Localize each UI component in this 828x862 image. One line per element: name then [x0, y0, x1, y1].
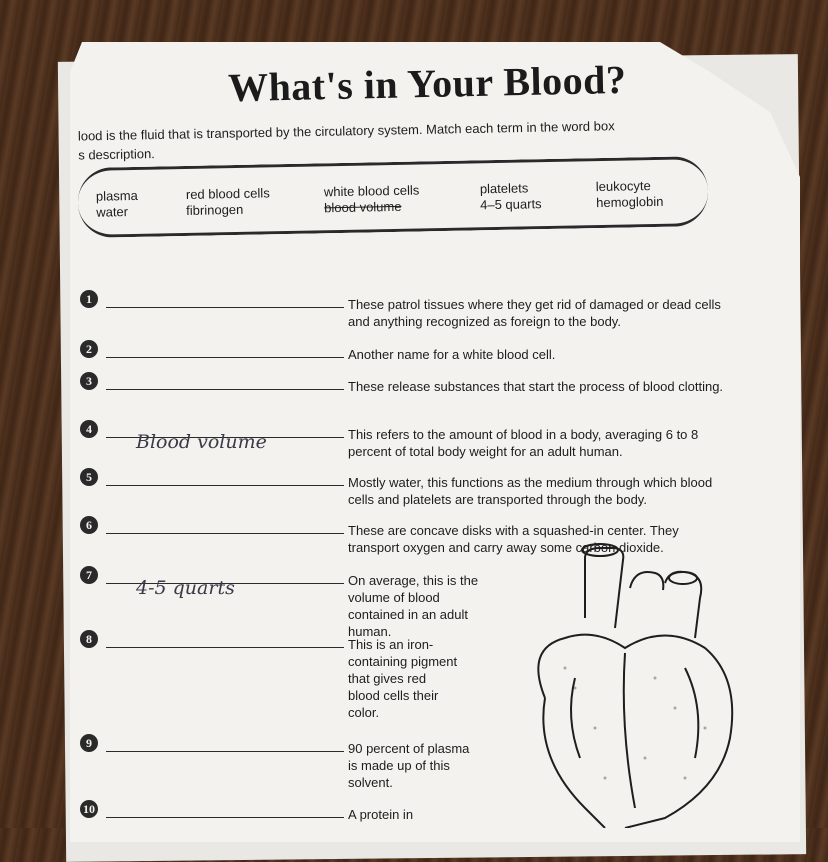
answer-line[interactable] — [106, 389, 344, 390]
word-box-col-3 — [324, 182, 420, 216]
answer-line[interactable] — [106, 577, 344, 599]
question-description: 90 percent of plasma is made up of this solvent. — [348, 741, 470, 790]
question-row-3 — [80, 372, 730, 412]
answer-line[interactable] — [106, 647, 344, 648]
question-description: This is an iron-containing pigment that gives red blood cells their color. — [348, 637, 458, 720]
question-description: A protein in — [348, 807, 414, 822]
question-description: These patrol tissues where they get rid of damaged or dead cells and anything recognized as foreign to the body. — [348, 297, 721, 329]
word-term: platelets — [479, 180, 529, 197]
question-number: 2 — [80, 340, 98, 358]
question-number: 7 — [80, 566, 98, 584]
word-box-col-2 — [186, 185, 270, 219]
word-term: red blood cells — [185, 185, 270, 202]
answer-line[interactable] — [106, 357, 344, 358]
question-description: This refers to the amount of blood in a body, averaging 6 to 8 percent of total body weight for an adult human. — [348, 427, 699, 459]
question-row-4 — [80, 420, 730, 460]
question-number: 3 — [80, 372, 98, 390]
word-box — [77, 156, 708, 238]
answer-line[interactable] — [106, 751, 344, 752]
question-number: 5 — [80, 468, 98, 486]
answer-line[interactable] — [106, 817, 344, 818]
question-description: On average, this is the volume of blood contained in an adult human. — [348, 573, 479, 639]
question-description: Mostly water, this functions as the medium through which blood cells and platelets are transported through the body. — [348, 475, 713, 507]
answer-line[interactable] — [106, 533, 344, 534]
handwritten-answer: Blood volume — [136, 431, 267, 453]
question-description: These release substances that start the process of blood clotting. — [348, 379, 724, 394]
word-box-col-5 — [596, 178, 664, 211]
question-number: 9 — [80, 734, 98, 752]
question-number: 6 — [80, 516, 98, 534]
word-box-col-4 — [480, 180, 542, 213]
question-number: 1 — [80, 290, 98, 308]
answer-line[interactable] — [106, 431, 344, 453]
word-term: leukocyte — [595, 178, 651, 195]
word-term: fibrinogen — [186, 201, 244, 218]
question-description: Another name for a white blood cell. — [348, 347, 556, 362]
word-box-col-1 — [96, 188, 139, 221]
word-term: plasma — [95, 187, 138, 204]
question-number: 10 — [80, 800, 98, 818]
question-number: 4 — [80, 420, 98, 438]
answer-line[interactable] — [106, 485, 344, 486]
intro-line-2: s description. — [78, 146, 155, 163]
question-row-5 — [80, 468, 730, 508]
intro-line-1: lood is the fluid that is transported by the circulatory system. Match each term in the word box — [77, 118, 615, 144]
word-term: 4–5 quarts — [480, 196, 542, 213]
word-term: water — [96, 204, 129, 220]
answer-line[interactable] — [106, 307, 344, 308]
word-term: hemoglobin — [596, 193, 664, 211]
question-description: These are concave disks with a squashed-in center. They transport oxygen and carry away some carbon dioxide. — [348, 523, 679, 555]
question-number: 8 — [80, 630, 98, 648]
heart-illustration — [505, 528, 745, 828]
word-term: white blood cells — [323, 182, 420, 200]
question-row-1 — [80, 290, 730, 330]
worksheet-title: What's in Your Blood? — [227, 56, 627, 111]
word-term-crossed-out: blood volume — [324, 198, 402, 216]
handwritten-answer: 4-5 quarts — [136, 577, 235, 599]
